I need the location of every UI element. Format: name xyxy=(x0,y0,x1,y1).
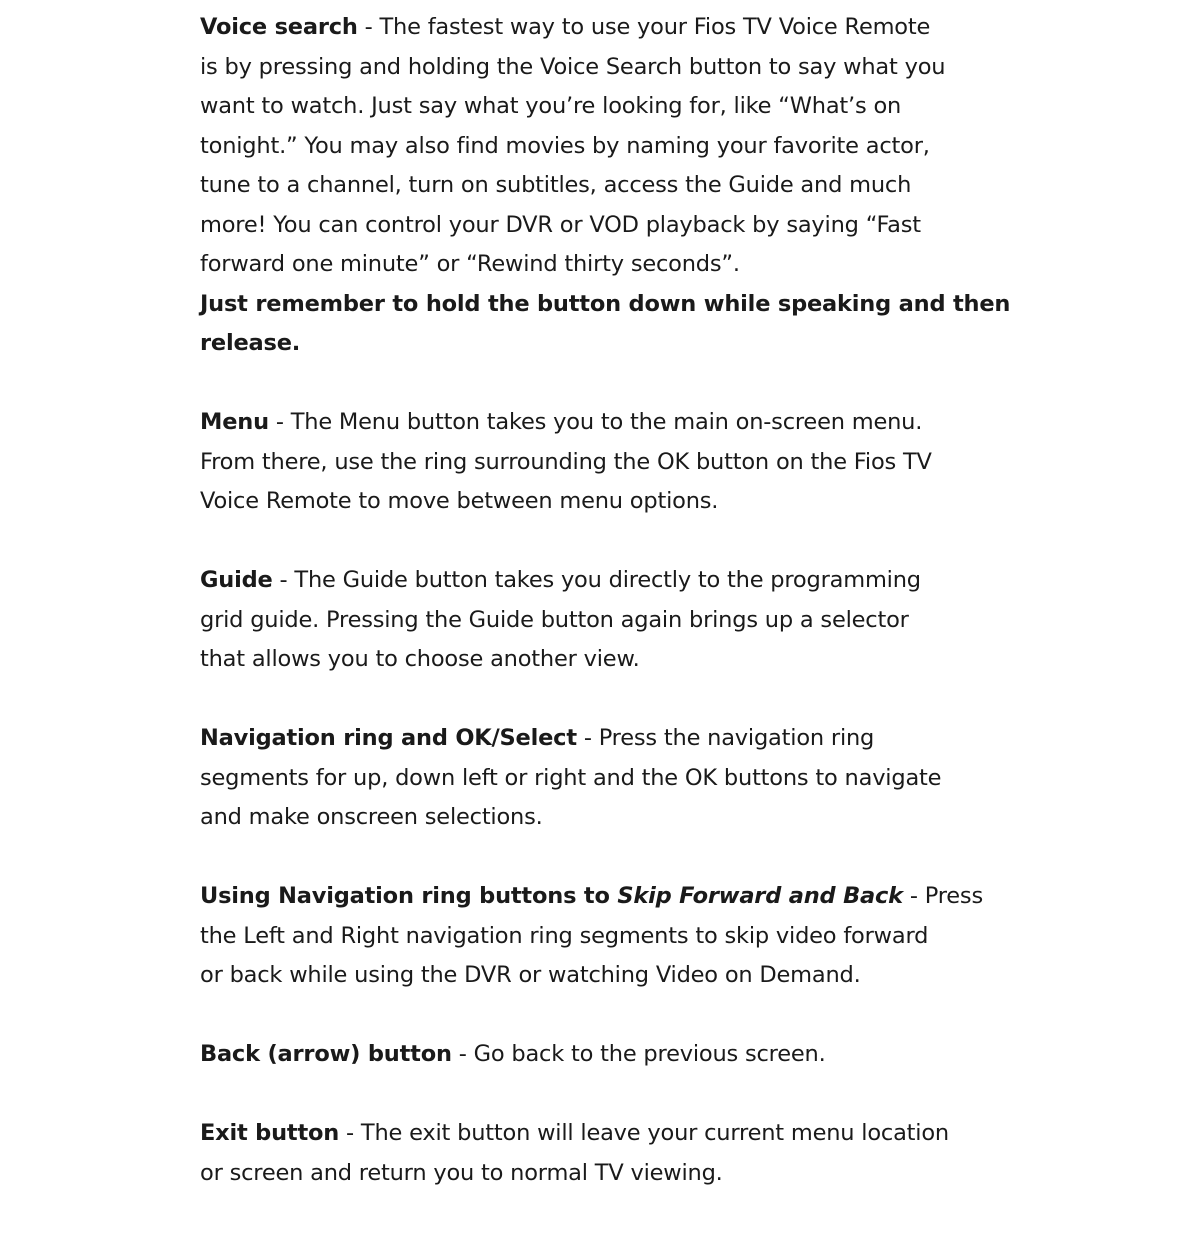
remote-guide-document xyxy=(200,8,1040,1233)
text-line: From there, use the ring surrounding the OK button on the Fios TV xyxy=(200,448,932,475)
body-text: - Press xyxy=(902,883,983,909)
section-title: Menu xyxy=(200,409,269,435)
text-line xyxy=(200,403,1040,443)
text-line: more! You can control your DVR or VOD playback by saying “Fast xyxy=(200,211,921,238)
text-line: tune to a channel, turn on subtitles, access the Guide and much xyxy=(200,172,912,198)
section-title: Back (arrow) button xyxy=(200,1041,452,1067)
text-line: want to watch. Just say what you’re looking for, like “What’s on xyxy=(200,93,902,119)
text-line: Voice Remote to move between menu options. xyxy=(200,488,719,514)
body-text: - The exit button will leave your current menu location xyxy=(339,1120,949,1146)
text-line xyxy=(200,877,1040,917)
text-line xyxy=(200,1035,1040,1075)
text-line: segments for up, down left or right and the OK buttons to navigate xyxy=(200,764,942,791)
paragraph-back-button xyxy=(200,1035,1040,1075)
text-line xyxy=(200,1114,1040,1154)
text-line: the Left and Right navigation ring segments to skip video forward xyxy=(200,922,929,949)
paragraph-menu xyxy=(200,403,1040,522)
section-title: Exit button xyxy=(200,1120,340,1146)
section-title-italic: Skip Forward and Back xyxy=(617,883,903,909)
body-text: - Go back to the previous screen. xyxy=(451,1041,826,1067)
section-title: Guide xyxy=(200,567,273,593)
emphasis-line: release. xyxy=(200,330,301,356)
section-title: Using Navigation ring buttons to xyxy=(200,883,618,909)
body-text: - The fastest way to use your Fios TV Voice Remote xyxy=(357,14,931,40)
text-line: and make onscreen selections. xyxy=(200,804,543,830)
paragraph-exit-button xyxy=(200,1114,1040,1193)
paragraph-navigation-ring xyxy=(200,719,1040,838)
text-line: grid guide. Pressing the Guide button again brings up a selector xyxy=(200,606,909,633)
text-line: is by pressing and holding the Voice Search button to say what you xyxy=(200,53,946,80)
text-line: that allows you to choose another view. xyxy=(200,646,640,672)
section-title: Voice search xyxy=(200,14,358,40)
text-line xyxy=(200,561,1040,601)
text-line: tonight.” You may also find movies by naming your favorite actor, xyxy=(200,132,930,159)
body-text: - Press the navigation ring xyxy=(576,725,875,751)
paragraph-voice-search xyxy=(200,8,1040,364)
body-text: - The Menu button takes you to the main on-screen menu. xyxy=(268,409,923,435)
text-line: forward one minute” or “Rewind thirty seconds”. xyxy=(200,251,740,277)
text-line: or back while using the DVR or watching Video on Demand. xyxy=(200,962,861,988)
emphasis-line: Just remember to hold the button down while speaking and then xyxy=(200,290,1011,317)
paragraph-guide xyxy=(200,561,1040,680)
body-text: - The Guide button takes you directly to the programming xyxy=(272,567,921,593)
text-line: or screen and return you to normal TV viewing. xyxy=(200,1159,723,1186)
paragraph-skip-forward-back xyxy=(200,877,1040,996)
text-line xyxy=(200,8,1040,48)
section-title: Navigation ring and OK/Select xyxy=(200,725,577,751)
text-line xyxy=(200,719,1040,759)
